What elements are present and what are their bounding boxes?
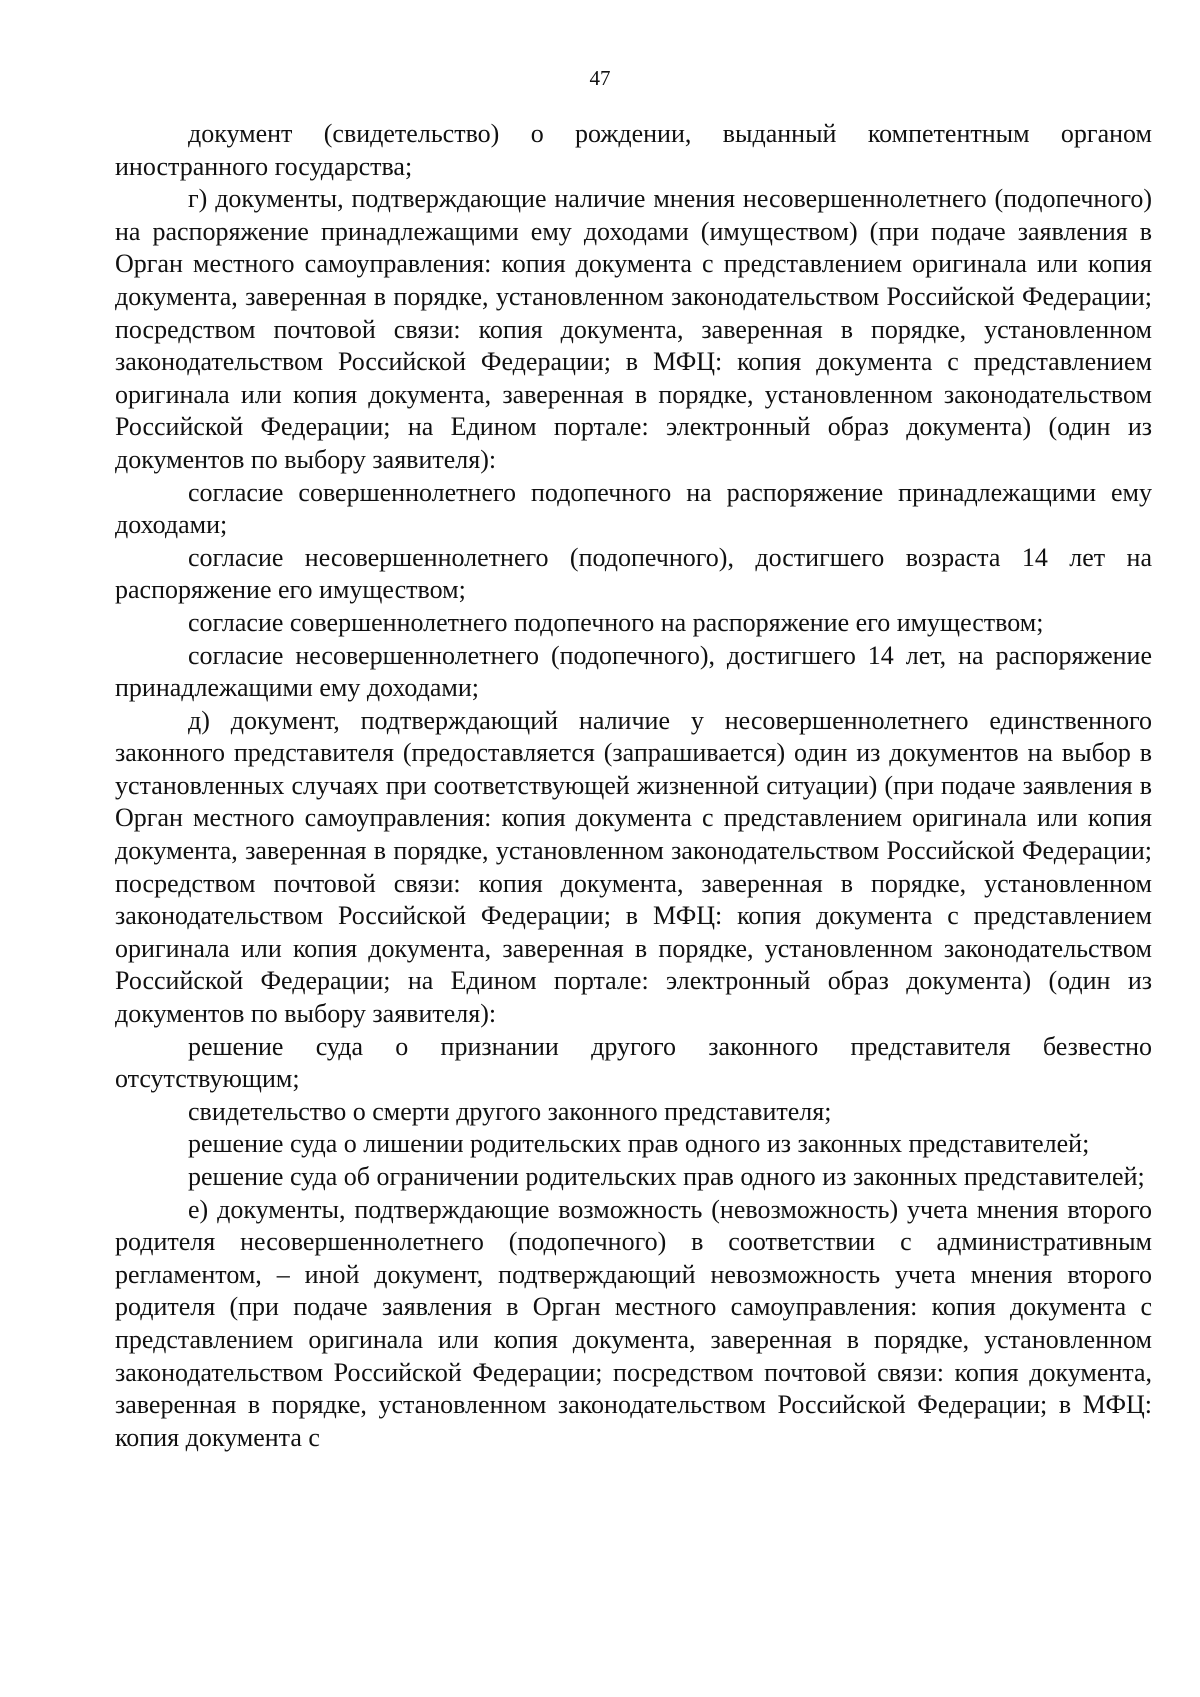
paragraph-item-d: д) документ, подтверждающий наличие у несовершеннолетнего единственного законного представителя (предоставляется (запрашивается) один из документов на выбор в установленных случаях при соответствующей жизненной ситуации) (при подаче заявления в Орган местного самоуправления: копия документа с представлением оригинала или копия документа, заверенная в порядке, установленном законодательством Российской Федерации; посредством почтовой связи: копия документа, заверенная в порядке, установленном законодательством Российской Федерации; в МФЦ: копия документа с представлением оригинала или копия документа, заверенная в порядке, установленном законодательством Российской Федерации; на Едином портале: электронный образ документа) (один из документов по выбору заявителя):: [115, 705, 1152, 1029]
paragraph-consent-adult-property: согласие совершеннолетнего подопечного на распоряжение его имуществом;: [188, 607, 1044, 637]
paragraph-consent-minor-income: согласие несовершеннолетнего (подопечного), достигшего 14 лет, на распоряжение принадлежащими ему доходами;: [115, 640, 1152, 703]
paragraph-birth-certificate: документ (свидетельство) о рождении, выданный компетентным органом иностранного государства;: [115, 119, 1152, 181]
page-number: 47: [589, 66, 611, 90]
paragraph-court-deprivation: решение суда о лишении родительских прав одного из законных представителей;: [188, 1129, 1090, 1159]
document-body: [115, 118, 1152, 1454]
paragraph-consent-minor-property: согласие несовершеннолетнего (подопечного), достигшего возраста 14 лет на распоряжение его имуществом;: [115, 542, 1152, 605]
paragraph-court-restriction: решение суда об ограничении родительских прав одного из законных представителей;: [188, 1162, 1145, 1191]
paragraph-court-missing: решение суда о признании другого законного представителя безвестно отсутствующим;: [115, 1031, 1152, 1094]
paragraph-item-g: г) документы, подтверждающие наличие мнения несовершеннолетнего (подопечного) на распоряжение принадлежащими ему доходами (имуществом) (при подаче заявления в Орган местного самоуправления: копия документа с представлением оригинала или копия документа, заверенная в порядке, установленном законодательством Российской Федерации; посредством почтовой связи: копия документа, заверенная в порядке, установленном законодательством Российской Федерации; в МФЦ: копия документа с представлением оригинала или копия документа, заверенная в порядке, установленном законодательством Российской Федерации; на Едином портале: электронный образ документа) (один из документов по выбору заявителя):: [115, 184, 1152, 474]
paragraph-consent-adult-income: согласие совершеннолетнего подопечного на распоряжение принадлежащими ему доходами;: [115, 477, 1152, 540]
paragraph-death-certificate: свидетельство о смерти другого законного представителя;: [188, 1096, 832, 1126]
paragraph-item-e: е) документы, подтверждающие возможность (невозможность) учета мнения второго родителя несовершеннолетнего (подопечного) в соответствии с административным регламентом, – иной документ, подтверждающий невозможность учета мнения второго родителя (при подаче заявления в Орган местного самоуправления: копия документа с представлением оригинала или копия документа, заверенная в порядке, установленном законодательством Российской Федерации; посредством почтовой связи: копия документа, заверенная в порядке, установленном законодательством Российской Федерации; в МФЦ: копия документа с: [115, 1194, 1152, 1452]
